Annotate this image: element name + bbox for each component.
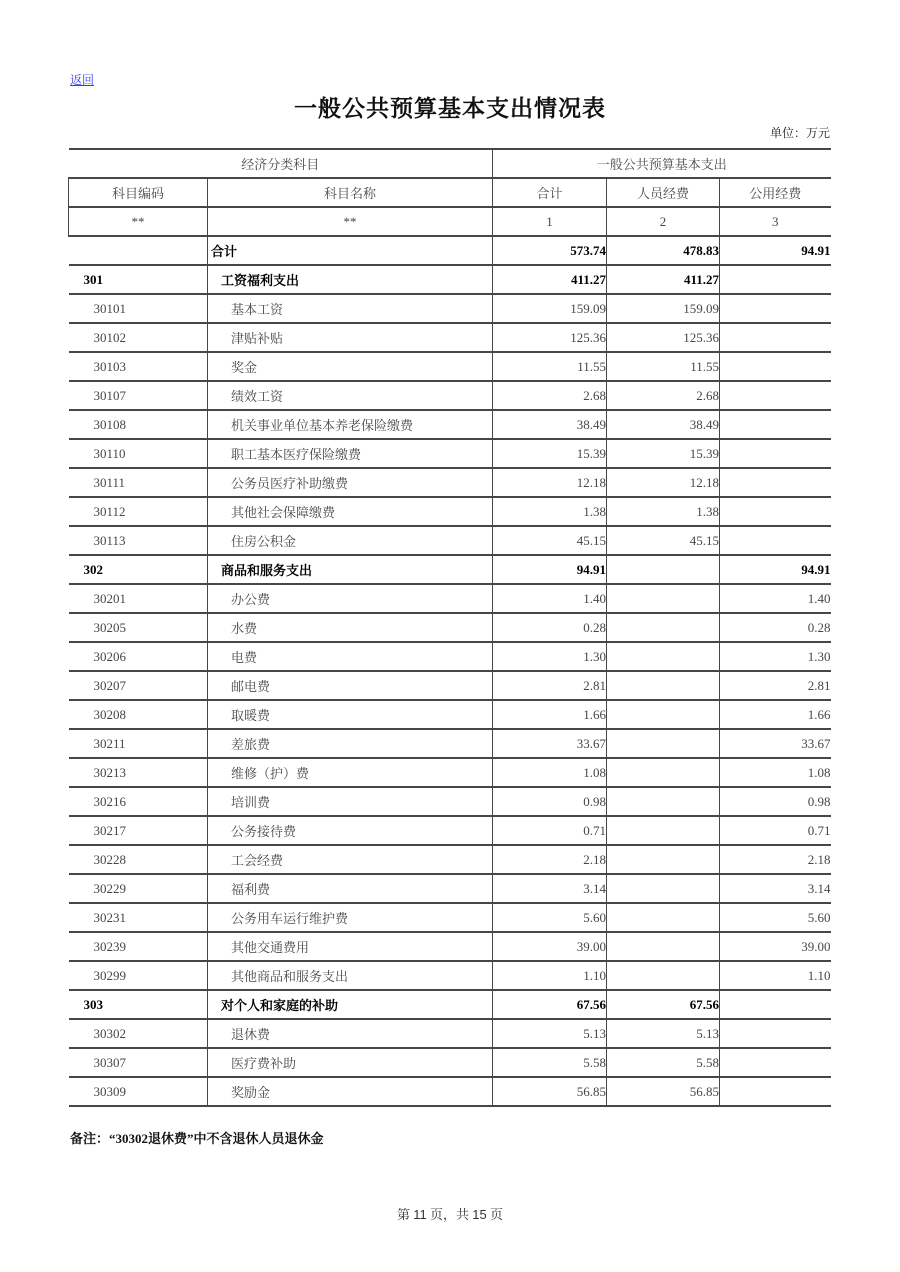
cell-public-funds: 3.14 [720, 874, 831, 903]
cell-subject-code: 302 [69, 555, 208, 584]
cell-total: 5.60 [493, 903, 607, 932]
table-row [69, 439, 831, 468]
cell-subject-code: 30299 [69, 961, 208, 990]
table-row [69, 468, 831, 497]
cell-subject-code: 30103 [69, 352, 208, 381]
cell-public-funds [720, 352, 831, 381]
cell-total: 573.74 [493, 236, 607, 265]
cell-personnel-funds: 56.85 [607, 1077, 720, 1106]
code-row-cell: ** [208, 207, 493, 236]
cell-total: 39.00 [493, 932, 607, 961]
cell-subject-name: 奖励金 [208, 1077, 493, 1106]
cell-subject-name: 办公费 [208, 584, 493, 613]
cell-subject-name: 邮电费 [208, 671, 493, 700]
column-header-public-funds: 公用经费 [720, 178, 831, 207]
cell-public-funds: 39.00 [720, 932, 831, 961]
table-row [69, 381, 831, 410]
cell-personnel-funds [607, 642, 720, 671]
table-row [69, 265, 831, 294]
cell-personnel-funds [607, 787, 720, 816]
cell-public-funds: 0.28 [720, 613, 831, 642]
table-row [69, 497, 831, 526]
cell-subject-name: 公务用车运行维护费 [208, 903, 493, 932]
remark-note: 备注：“30302退休费”中不含退休人员退休金 [70, 1131, 324, 1146]
unit-label: 单位：万元 [769, 126, 830, 140]
total-page-count: 15 [472, 1207, 487, 1222]
table-row [69, 1019, 831, 1048]
cell-subject-code: 30205 [69, 613, 208, 642]
cell-personnel-funds: 5.58 [607, 1048, 720, 1077]
cell-public-funds: 0.98 [720, 787, 831, 816]
cell-subject-code: 30231 [69, 903, 208, 932]
cell-subject-code: 30208 [69, 700, 208, 729]
cell-subject-name: 其他交通费用 [208, 932, 493, 961]
cell-personnel-funds: 67.56 [607, 990, 720, 1019]
table-row [69, 845, 831, 874]
cell-public-funds [720, 439, 831, 468]
cell-subject-name: 退休费 [208, 1019, 493, 1048]
cell-personnel-funds [607, 845, 720, 874]
cell-total: 1.10 [493, 961, 607, 990]
cell-public-funds [720, 323, 831, 352]
cell-public-funds: 94.91 [720, 236, 831, 265]
cell-subject-code: 30211 [69, 729, 208, 758]
cell-subject-name: 商品和服务支出 [208, 555, 493, 584]
cell-personnel-funds [607, 671, 720, 700]
cell-public-funds: 1.10 [720, 961, 831, 990]
cell-subject-code: 30206 [69, 642, 208, 671]
cell-subject-name: 福利费 [208, 874, 493, 903]
column-header-total: 合计 [493, 178, 607, 207]
cell-total: 3.14 [493, 874, 607, 903]
table-row [69, 816, 831, 845]
cell-subject-name: 合计 [208, 236, 493, 265]
cell-subject-code: 30307 [69, 1048, 208, 1077]
cell-public-funds: 94.91 [720, 555, 831, 584]
cell-subject-name: 工会经费 [208, 845, 493, 874]
cell-total: 2.18 [493, 845, 607, 874]
table-row [69, 874, 831, 903]
table-row [69, 584, 831, 613]
column-header-personnel-funds: 人员经费 [607, 178, 720, 207]
code-row-cell: ** [69, 207, 208, 236]
cell-total: 0.71 [493, 816, 607, 845]
cell-total: 0.28 [493, 613, 607, 642]
table-row [69, 613, 831, 642]
cell-subject-code: 30110 [69, 439, 208, 468]
cell-subject-code: 30201 [69, 584, 208, 613]
table-row [69, 671, 831, 700]
cell-personnel-funds [607, 961, 720, 990]
cell-subject-name: 医疗费补助 [208, 1048, 493, 1077]
cell-public-funds [720, 410, 831, 439]
cell-public-funds [720, 381, 831, 410]
cell-personnel-funds: 38.49 [607, 410, 720, 439]
table-row [69, 323, 831, 352]
table-row [69, 700, 831, 729]
cell-subject-name: 培训费 [208, 787, 493, 816]
cell-subject-code: 30309 [69, 1077, 208, 1106]
table-row [69, 990, 831, 1019]
cell-subject-code: 30113 [69, 526, 208, 555]
cell-subject-code: 30107 [69, 381, 208, 410]
cell-subject-name: 基本工资 [208, 294, 493, 323]
back-link[interactable]: 返回 [70, 73, 95, 87]
cell-personnel-funds: 45.15 [607, 526, 720, 555]
cell-public-funds [720, 526, 831, 555]
cell-total: 2.81 [493, 671, 607, 700]
cell-public-funds: 0.71 [720, 816, 831, 845]
cell-public-funds: 5.60 [720, 903, 831, 932]
cell-subject-name: 工资福利支出 [208, 265, 493, 294]
table-row [69, 758, 831, 787]
cell-subject-code [69, 236, 208, 265]
cell-public-funds [720, 497, 831, 526]
cell-subject-code: 301 [69, 265, 208, 294]
cell-subject-name: 差旅费 [208, 729, 493, 758]
cell-total: 1.40 [493, 584, 607, 613]
current-page-number: 11 [413, 1207, 427, 1222]
cell-total: 67.56 [493, 990, 607, 1019]
cell-subject-code: 30302 [69, 1019, 208, 1048]
table-row [69, 1077, 831, 1106]
code-row-cell: 1 [493, 207, 607, 236]
header-economic-classification: 经济分类科目 [69, 149, 493, 178]
cell-total: 1.30 [493, 642, 607, 671]
footer-text: 页，共 [426, 1207, 473, 1222]
cell-subject-code: 30216 [69, 787, 208, 816]
table-row [69, 787, 831, 816]
cell-subject-code: 303 [69, 990, 208, 1019]
cell-total: 0.98 [493, 787, 607, 816]
cell-public-funds: 1.30 [720, 642, 831, 671]
cell-personnel-funds [607, 816, 720, 845]
cell-subject-name: 机关事业单位基本养老保险缴费 [208, 410, 493, 439]
cell-total: 2.68 [493, 381, 607, 410]
cell-subject-name: 维修（护）费 [208, 758, 493, 787]
cell-personnel-funds [607, 729, 720, 758]
cell-personnel-funds: 411.27 [607, 265, 720, 294]
cell-personnel-funds: 1.38 [607, 497, 720, 526]
cell-total: 5.13 [493, 1019, 607, 1048]
cell-public-funds [720, 265, 831, 294]
cell-total: 15.39 [493, 439, 607, 468]
cell-total: 1.66 [493, 700, 607, 729]
cell-subject-code: 30102 [69, 323, 208, 352]
budget-table [68, 148, 831, 1107]
table-row [69, 526, 831, 555]
cell-personnel-funds [607, 700, 720, 729]
table-row [69, 294, 831, 323]
cell-public-funds [720, 294, 831, 323]
table-row [69, 352, 831, 381]
header-code-row [69, 207, 831, 236]
cell-personnel-funds: 159.09 [607, 294, 720, 323]
cell-total: 56.85 [493, 1077, 607, 1106]
cell-subject-code: 30217 [69, 816, 208, 845]
cell-personnel-funds: 125.36 [607, 323, 720, 352]
cell-public-funds: 33.67 [720, 729, 831, 758]
table-row [69, 555, 831, 584]
cell-subject-name: 其他社会保障缴费 [208, 497, 493, 526]
cell-subject-code: 30111 [69, 468, 208, 497]
cell-public-funds [720, 1019, 831, 1048]
cell-subject-name: 对个人和家庭的补助 [208, 990, 493, 1019]
cell-subject-name: 其他商品和服务支出 [208, 961, 493, 990]
cell-subject-name: 水费 [208, 613, 493, 642]
cell-subject-code: 30228 [69, 845, 208, 874]
cell-personnel-funds: 2.68 [607, 381, 720, 410]
cell-subject-name: 奖金 [208, 352, 493, 381]
table-row [69, 642, 831, 671]
cell-personnel-funds [607, 903, 720, 932]
cell-personnel-funds: 11.55 [607, 352, 720, 381]
cell-public-funds [720, 468, 831, 497]
cell-personnel-funds: 478.83 [607, 236, 720, 265]
cell-public-funds [720, 1048, 831, 1077]
cell-subject-name: 电费 [208, 642, 493, 671]
cell-public-funds [720, 990, 831, 1019]
cell-total: 11.55 [493, 352, 607, 381]
cell-personnel-funds: 5.13 [607, 1019, 720, 1048]
column-header-subject-code: 科目编码 [69, 178, 208, 207]
cell-subject-name: 绩效工资 [208, 381, 493, 410]
page-title: 一般公共预算基本支出情况表 [294, 96, 606, 121]
footer-text: 页 [486, 1207, 503, 1222]
table-row [69, 903, 831, 932]
cell-subject-name: 职工基本医疗保险缴费 [208, 439, 493, 468]
cell-personnel-funds: 12.18 [607, 468, 720, 497]
cell-public-funds: 1.66 [720, 700, 831, 729]
cell-total: 159.09 [493, 294, 607, 323]
cell-subject-name: 取暖费 [208, 700, 493, 729]
table-row [69, 1048, 831, 1077]
cell-total: 33.67 [493, 729, 607, 758]
cell-subject-name: 住房公积金 [208, 526, 493, 555]
cell-total: 5.58 [493, 1048, 607, 1077]
table-row [69, 236, 831, 265]
header-group-row [69, 149, 831, 178]
cell-personnel-funds [607, 932, 720, 961]
cell-public-funds: 1.08 [720, 758, 831, 787]
cell-personnel-funds [607, 758, 720, 787]
header-columns-row [69, 178, 831, 207]
table-body [69, 236, 831, 1106]
table-row [69, 961, 831, 990]
cell-subject-code: 30207 [69, 671, 208, 700]
cell-subject-code: 30213 [69, 758, 208, 787]
cell-public-funds: 1.40 [720, 584, 831, 613]
cell-subject-code: 30112 [69, 497, 208, 526]
page-footer [0, 1204, 900, 1223]
cell-subject-code: 30108 [69, 410, 208, 439]
cell-total: 1.38 [493, 497, 607, 526]
cell-subject-name: 公务接待费 [208, 816, 493, 845]
table-row [69, 729, 831, 758]
cell-personnel-funds: 15.39 [607, 439, 720, 468]
cell-total: 94.91 [493, 555, 607, 584]
cell-total: 38.49 [493, 410, 607, 439]
footer-text: 第 [396, 1207, 414, 1222]
cell-subject-name: 公务员医疗补助缴费 [208, 468, 493, 497]
cell-public-funds: 2.81 [720, 671, 831, 700]
cell-total: 1.08 [493, 758, 607, 787]
cell-total: 125.36 [493, 323, 607, 352]
cell-personnel-funds [607, 584, 720, 613]
table-row [69, 410, 831, 439]
table-row [69, 932, 831, 961]
column-header-subject-name: 科目名称 [208, 178, 493, 207]
cell-subject-code: 30229 [69, 874, 208, 903]
cell-subject-code: 30239 [69, 932, 208, 961]
cell-total: 45.15 [493, 526, 607, 555]
cell-personnel-funds [607, 613, 720, 642]
header-general-public-budget: 一般公共预算基本支出 [493, 149, 831, 178]
cell-personnel-funds [607, 874, 720, 903]
cell-public-funds [720, 1077, 831, 1106]
cell-personnel-funds [607, 555, 720, 584]
cell-subject-name: 津贴补贴 [208, 323, 493, 352]
cell-public-funds: 2.18 [720, 845, 831, 874]
cell-subject-code: 30101 [69, 294, 208, 323]
cell-total: 12.18 [493, 468, 607, 497]
code-row-cell: 2 [607, 207, 720, 236]
code-row-cell: 3 [720, 207, 831, 236]
cell-total: 411.27 [493, 265, 607, 294]
